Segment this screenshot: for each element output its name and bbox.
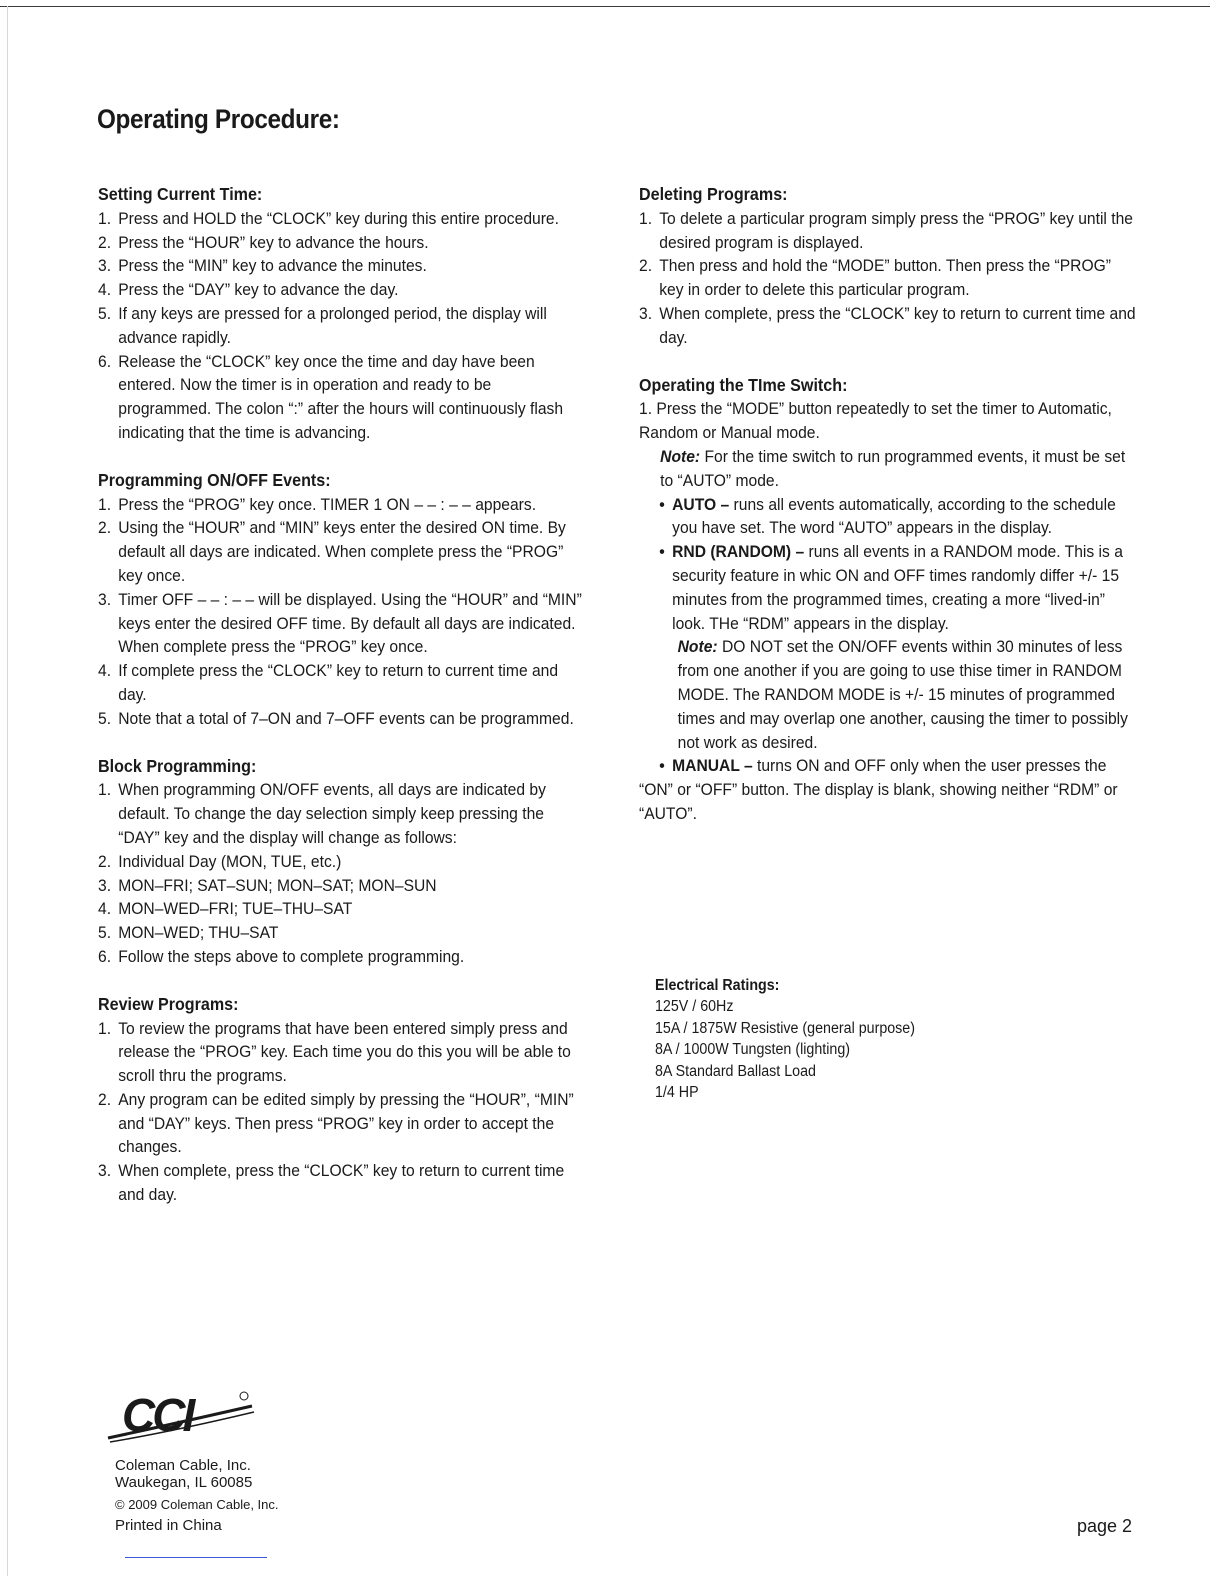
company-name: Coleman Cable, Inc. <box>115 1457 251 1474</box>
step-list <box>98 1017 584 1207</box>
list-item: 3. When complete, press the “CLOCK” key to return to current time and day. <box>98 1161 565 1205</box>
list-item: 3. MON–FRI; SAT–SUN; MON–SAT; MON–SUN <box>98 875 437 895</box>
list-item: 1. When programming ON/OFF events, all days are indicated by default. To change the day selection simply keep pressing the “DAY” key and the display will change as follows: <box>98 780 546 847</box>
ratings-heading: Electrical Ratings: <box>655 977 780 994</box>
section-heading: Operating the TIme Switch: <box>639 374 848 395</box>
printed-in: Printed in China <box>115 1517 222 1534</box>
list-item: 5. Note that a total of 7–ON and 7–OFF events can be programmed. <box>98 708 574 728</box>
list-item: 3. Press the “MIN” key to advance the minutes. <box>98 256 427 276</box>
manual-mode-item: • MANUAL – turns ON and OFF only when the user presses the “ON” or “OFF” button. The display is blank, showing neither “RDM” or “AUTO”. <box>639 756 1118 823</box>
list-item: 1. Press and HOLD the “CLOCK” key during this entire procedure. <box>98 208 559 228</box>
section-heading: Review Programs: <box>98 993 239 1014</box>
company-address: Waukegan, IL 60085 <box>115 1474 253 1491</box>
rating-line: 15A / 1875W Resistive (general purpose) <box>655 1019 916 1037</box>
list-item: 4. If complete press the “CLOCK” key to return to current time and day. <box>98 661 559 704</box>
bottom-rule <box>125 1557 267 1558</box>
mode-intro: 1. Press the “MODE” button repeatedly to set the timer to Automatic, Random or Manual mode. <box>639 399 1112 443</box>
step-list <box>639 207 1136 350</box>
svg-text:CCI: CCI <box>122 1389 193 1441</box>
list-item: 3. When complete, press the “CLOCK” key to return to current time and day. <box>639 303 1136 347</box>
rating-line: 8A / 1000W Tungsten (lighting) <box>655 1041 851 1059</box>
page-number: page 2 <box>1077 1516 1133 1536</box>
step-list <box>98 493 584 731</box>
deleting-programs-section <box>639 183 1136 350</box>
list-item: 1. To delete a particular program simply press the “PROG” key until the desired program is displayed. <box>639 208 1133 252</box>
auto-mode-item: • AUTO – runs all events automatically, according to the schedule you have set. The word “AUTO” appears in the display. <box>659 494 1116 538</box>
list-item: 2. Then press and hold the “MODE” button. Then press the “PROG” key in order to delete this particular program. <box>639 256 1111 300</box>
top-rule <box>0 6 1210 7</box>
step-list <box>98 207 584 445</box>
rating-line: 1/4 HP <box>655 1084 699 1102</box>
review-programs-section <box>98 993 584 1207</box>
list-item: 2. Any program can be edited simply by pressing the “HOUR”, “MIN” and “DAY” keys. Then press “PROG” key in order to accept the changes. <box>98 1089 574 1157</box>
cci-logo <box>104 1384 260 1446</box>
list-item: 2. Using the “HOUR” and “MIN” keys enter the desired ON time. By default all days are indicated. When complete press the “PROG” key once. <box>98 518 566 585</box>
setting-current-time-section <box>98 183 584 445</box>
list-item: 2. Press the “HOUR” key to advance the hours. <box>98 232 429 252</box>
electrical-ratings <box>655 975 915 1103</box>
rating-line: 125V / 60Hz <box>655 998 734 1016</box>
list-item: 4. MON–WED–FRI; TUE–THU–SAT <box>98 899 353 919</box>
section-heading: Deleting Programs: <box>639 184 788 204</box>
list-item: 1. To review the programs that have been entered simply press and release the “PROG” key. Each time you do this you will be able to scroll thru the programs. <box>98 1018 571 1086</box>
list-item: 5. MON–WED; THU–SAT <box>98 923 279 943</box>
list-item: 4. Press the “DAY” key to advance the day. <box>98 280 399 300</box>
step-list <box>98 778 584 968</box>
operating-switch-section <box>639 374 1136 826</box>
company-info <box>115 1457 279 1534</box>
list-item: 6. Follow the steps above to complete programming. <box>98 946 465 966</box>
programming-events-section <box>98 469 584 731</box>
left-column <box>98 183 584 1231</box>
random-mode-item: • RND (RANDOM) – runs all events in a RANDOM mode. This is a security feature in whic ON and OFF times randomly differ +/- 15 minutes from the programmed times, creating a more “lived-in” look. THe “RDM” appears in the display. <box>659 542 1123 633</box>
block-programming-section <box>98 755 584 969</box>
copyright: © 2009 Coleman Cable, Inc. <box>115 1497 279 1512</box>
list-item: 1. Press the “PROG” key once. TIMER 1 ON – – : – – appears. <box>98 494 537 514</box>
auto-note: Note: For the time switch to run programmed events, it must be set to “AUTO” mode. <box>660 446 1126 490</box>
rating-line: 8A Standard Ballast Load <box>655 1062 816 1080</box>
list-item: 2. Individual Day (MON, TUE, etc.) <box>98 851 342 871</box>
section-heading: Block Programming: <box>98 755 257 776</box>
left-edge-rule <box>7 6 8 1576</box>
section-heading: Programming ON/OFF Events: <box>98 469 331 490</box>
list-item: 5. If any keys are pressed for a prolonged period, the display will advance rapidly. <box>98 303 547 347</box>
page-title: Operating Procedure: <box>97 104 340 134</box>
right-column <box>639 183 1136 850</box>
list-item: 3. Timer OFF – – : – – will be displayed. Using the “HOUR” and “MIN” keys enter the desired OFF time. By default all days are indicated. When complete press the “PROG” key once. <box>98 589 582 657</box>
random-note: Note: DO NOT set the ON/OFF events within 30 minutes of less from one another if you are going to use thise timer in RANDOM MODE. The RANDOM MODE is +/- 15 minutes of programmed times and may overlap one another, causing the timer to possibly not work as desired. <box>677 637 1128 752</box>
list-item: 6. Release the “CLOCK” key once the time and day have been entered. Now the timer is in operation and ready to be programmed. The colon “:” after the hours will continuously flash indicating that the time is advancing. <box>98 351 564 442</box>
section-heading: Setting Current Time: <box>98 184 263 204</box>
